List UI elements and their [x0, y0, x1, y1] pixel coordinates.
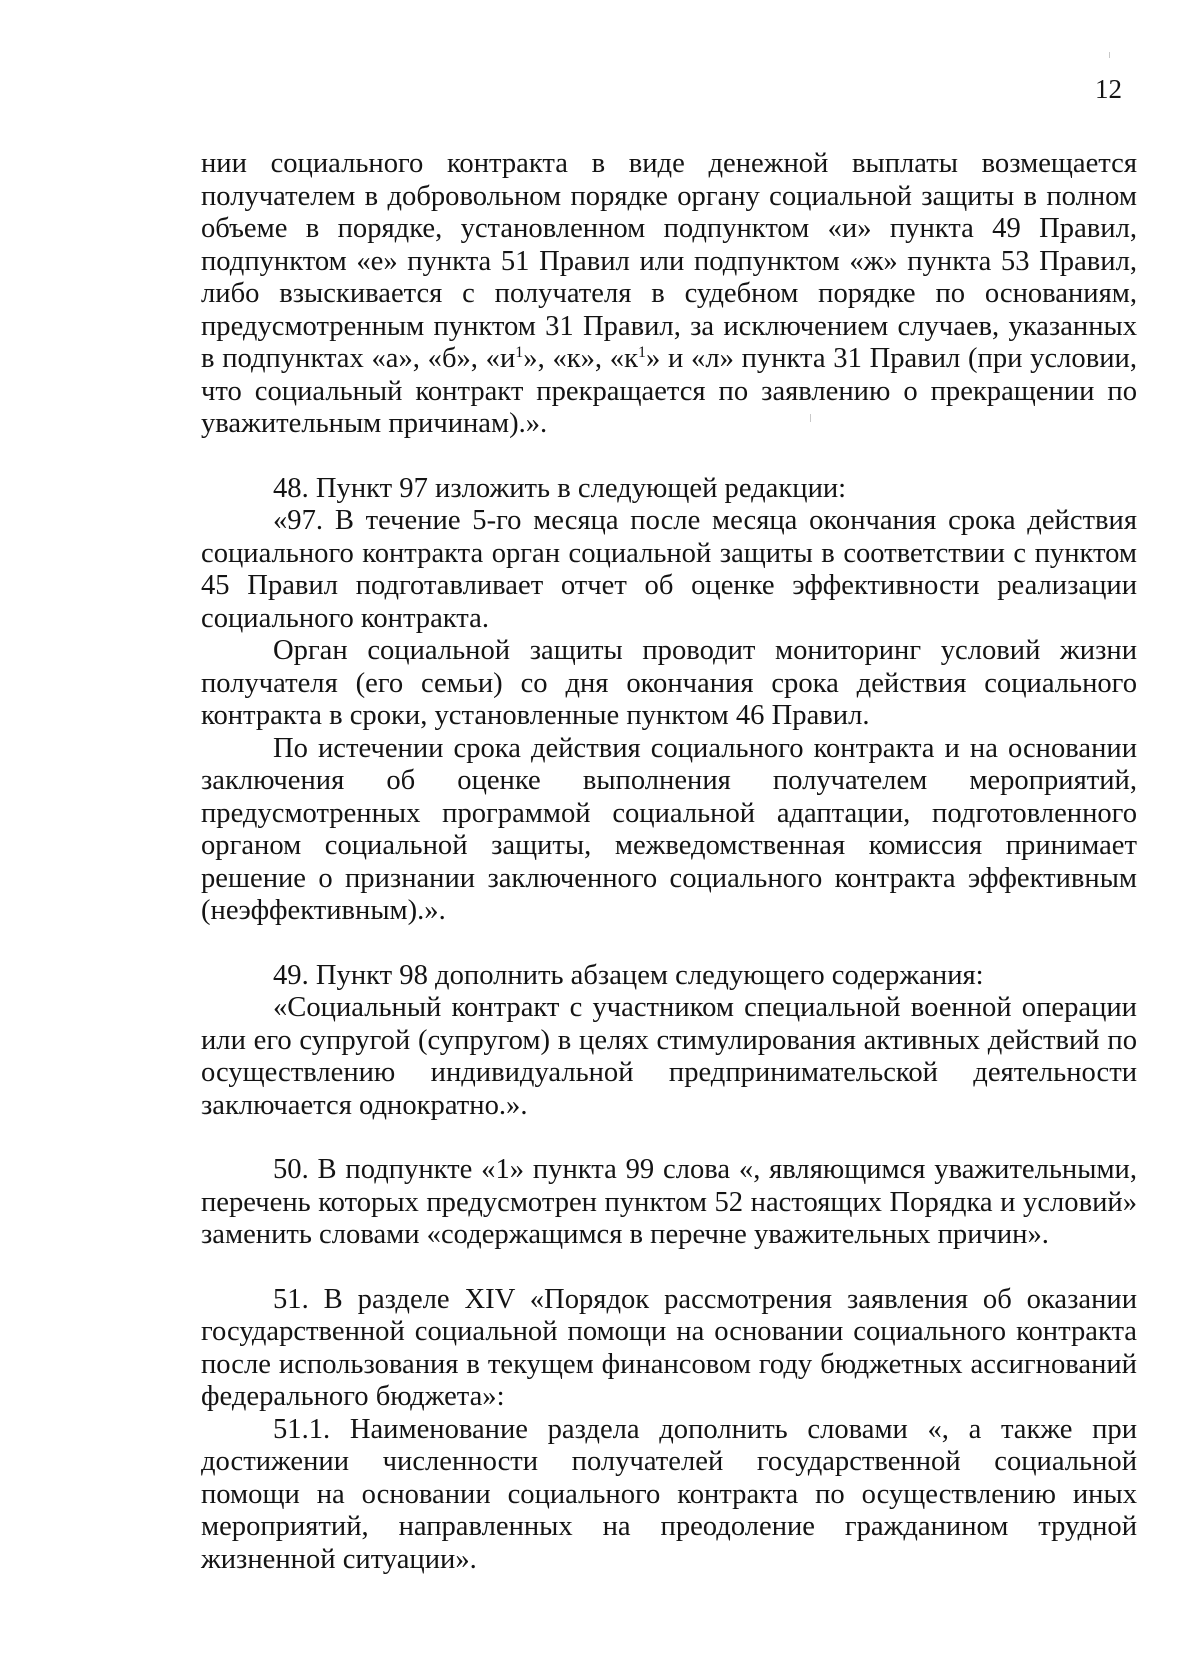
item-48-paragraph-3: По истечении срока действия социального контракта и на основании заключения об оценке выполнения получателем мероприятий, предусмотренных программой социальной адаптации, подготовленного органом социальной защиты, межведомственная комиссия принимает решение о признании заключенного социального контракта эффективным (неэффективным).».: [201, 732, 1137, 926]
paragraph-text: нии социального контракта в виде денежной выплаты возмещается получателем в добровольном порядке органу социальной защиты в полном объеме в порядке, установленном подпунктом «и» пункта 49 Правил, подпунктом «е» пункта 51 Правил или подпунктом «ж» пункта 53 Правил, либо взыскивается с получателя в судебном порядке по основаниям, предусмотренным пунктом 31 Правил, за исключением случаев, указанных в подпунктах «а», «б», «и: [201, 148, 1137, 374]
scan-artifact-mark: [810, 414, 811, 422]
document-body: [201, 148, 1137, 1576]
superscript-mark: 1: [638, 344, 646, 361]
superscript-mark: 1: [515, 344, 524, 361]
item-48-paragraph-1: «97. В течение 5-го месяца после месяца окончания срока действия социального контракта орган социальной защиты в соответствии с пунктом 45 Правил подготавливает отчет об оценке эффективности реализации социального контракта.: [201, 505, 1137, 634]
item-49-paragraph-1: «Социальный контракт с участником специальной военной операции или его супругой (супругом) в целях стимулирования активных действий по осуществлению индивидуальной предпринимательской деятельности заключается однократно.».: [201, 992, 1137, 1121]
paragraph-text: » и «л» пункта 31 Правил (при условии, что социальный контракт прекращается по заявлению о прекращении по уважительным причинам).».: [201, 343, 1137, 439]
page-number: 12: [1095, 74, 1122, 104]
item-51-1-paragraph: 51.1. Наименование раздела дополнить словами «, а также при достижении численности получателей государственной социальной помощи на основании социального контракта по осуществлению иных мероприятий, направленных на преодоление гражданином трудной жизненной ситуации».: [201, 1413, 1137, 1575]
item-48-heading: 48. Пункт 97 изложить в следующей редакции:: [273, 472, 847, 504]
item-48-paragraph-2: Орган социальной защиты проводит мониторинг условий жизни получателя (его семьи) со дня окончания срока действия социального контракта в сроки, установленные пунктом 46 Правил.: [201, 635, 1137, 731]
item-49-heading: 49. Пункт 98 дополнить абзацем следующего содержания:: [273, 959, 984, 991]
paragraph-text: », «к», «к: [523, 343, 638, 374]
scan-artifact-mark: [1109, 52, 1110, 58]
item-51-paragraph: 51. В разделе XIV «Порядок рассмотрения заявления об оказании государственной социальной помощи на основании социального контракта после использования в текущем финансовом году бюджетных ассигнований федерального бюджета»:: [201, 1283, 1137, 1412]
paragraph-continuation: [201, 148, 1137, 441]
item-50-paragraph: 50. В подпункте «1» пункта 99 слова «, являющимся уважительными, перечень которых предусмотрен пунктом 52 настоящих Порядка и условий» заменить словами «содержащимся в перечне уважительных причин».: [201, 1154, 1137, 1250]
